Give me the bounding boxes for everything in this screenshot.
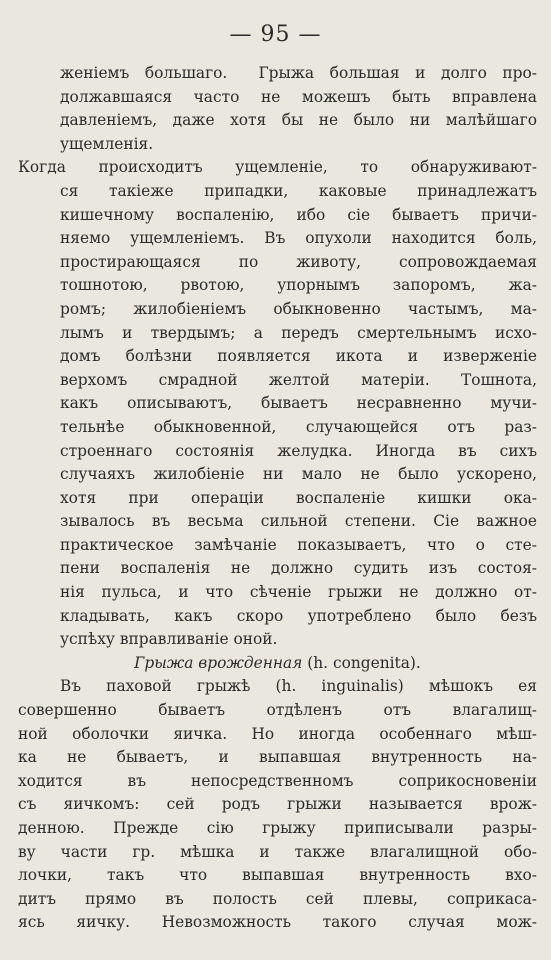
text-line: лымъ и твердымъ; а передъ смертельнымъ исхо- bbox=[60, 323, 537, 342]
page-number: — 95 — bbox=[229, 22, 322, 47]
text-line: домъ болѣзни появляется икота и изверженіе bbox=[60, 347, 537, 366]
text-line: дитъ прямо въ полость сей плевы, соприкаса- bbox=[18, 889, 537, 908]
text-line: кладывать, какъ скоро употреблено было безъ bbox=[60, 606, 537, 625]
text-line: какъ описываютъ, бываетъ несравненно мучи- bbox=[60, 394, 537, 413]
text-line: ной оболочки яичка. Но иногда особеннаго мѣш- bbox=[18, 724, 537, 743]
text-line: ся такіеже припадки, каковые принадлежатъ bbox=[60, 181, 537, 200]
text-line: Когда происходитъ ущемленіе, то обнаруживают- bbox=[18, 158, 537, 177]
text-line: ходится въ непосредственномъ соприкосновеніи bbox=[18, 771, 537, 790]
text-line: случаяхъ жилобіеніе ни мало не было ускорено, bbox=[60, 465, 537, 484]
text-line: Въ паховой грыжѣ (h. inguinalis) мѣшокъ ея bbox=[60, 677, 537, 696]
section-heading bbox=[18, 652, 537, 676]
text-line: тельнѣе обыкновенной, случающейся отъ раз- bbox=[60, 417, 537, 436]
text-line: съ яичкомъ: сей родъ грыжи называется врож- bbox=[18, 795, 537, 814]
text-line: лочки, такъ что выпавшая внутренность вхо- bbox=[18, 866, 537, 885]
text-line: верхомъ смрадной желтой матеріи. Тошнота, bbox=[60, 370, 537, 389]
text-line: совершенно бываетъ отдѣленъ отъ влагалищ- bbox=[18, 701, 537, 720]
text-line: должавшаяся часто не можешъ быть вправлена bbox=[60, 87, 537, 106]
text-line: женіемъ большаго. Грыжа большая и долго про- bbox=[60, 64, 537, 82]
text-line: пени воспаленія не должно судить изъ состоя- bbox=[60, 559, 537, 578]
text-line: тошнотою, рвотою, упорнымъ запоромъ, жа- bbox=[60, 276, 537, 295]
text-line: ущемленія. bbox=[60, 134, 154, 153]
text-line: денною. Прежде сію грыжу приписывали разры- bbox=[18, 819, 537, 837]
text-line: няемо ущемленіемъ. Въ опухоли находится боль, bbox=[60, 229, 537, 248]
text-line: зывалось въ весьма сильной степени. Сіе важное bbox=[60, 512, 537, 531]
text-line: ву части гр. мѣшка и также влагалищной обо- bbox=[18, 842, 537, 861]
section-heading-latin: (h. congenita). bbox=[302, 653, 421, 672]
text-line: ясь яичку. Невозможность такого случая мож- bbox=[18, 913, 537, 932]
page-body bbox=[18, 62, 537, 935]
text-line: хотя при операціи воспаленіе кишки ока- bbox=[60, 488, 537, 507]
section-heading-title: Грыжа врожденная bbox=[134, 653, 303, 672]
text-line: кишечному воспаленію, ибо сіе бываетъ причи- bbox=[60, 205, 537, 224]
text-line: практическое замѣчаніе показываетъ, что о сте- bbox=[60, 535, 537, 554]
text-line: строеннаго состоянія желудка. Иногда въ сихъ bbox=[60, 441, 537, 460]
text-line: давленіемъ, даже хотя бы не было ни малѣйшаго bbox=[60, 111, 537, 130]
text-line: ромъ; жилобіеніемъ обыкновенно частымъ, ма- bbox=[60, 299, 537, 318]
text-line: успѣху вправливаніе оной. bbox=[60, 630, 278, 649]
text-line: простирающаяся по животу, сопровождаемая bbox=[60, 252, 537, 271]
text-line: ка не бываетъ, и выпавшая внутренность на- bbox=[18, 748, 537, 767]
text-line: нія пульса, и что сѣченіе грыжи не должно от- bbox=[60, 583, 537, 602]
